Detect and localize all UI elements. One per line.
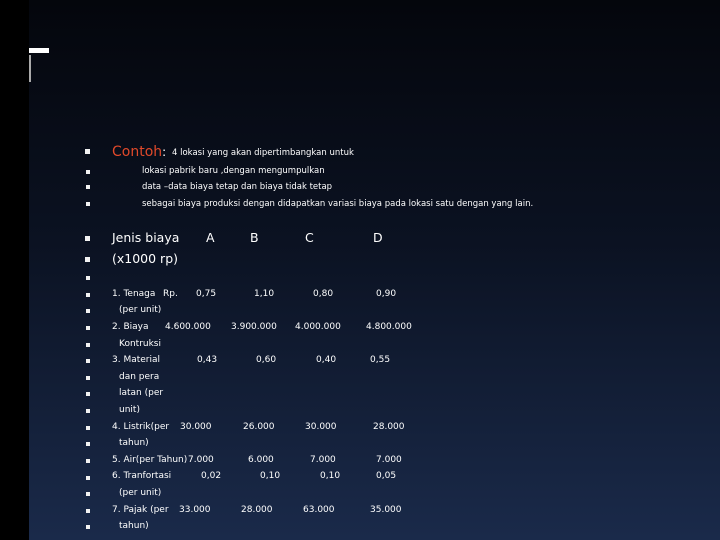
cell-c: 30.000 [305,422,337,432]
cell-a: 0,43 [197,355,218,365]
cell-a: 33.000 [179,505,211,515]
row-label: dan pera [119,372,160,382]
bullet [86,392,90,396]
row-label: 6. Tranfortasi [112,471,172,481]
cell-a: 4.600.000 [165,322,211,332]
cell-c: 0,80 [313,289,334,299]
bullet [86,525,90,529]
cell-c: 0,10 [320,471,341,481]
intro-line-3: data –data biaya tetap dan biaya tidak tetap [142,182,333,192]
cell-a: 7.000 [188,455,214,465]
bullet [86,343,90,347]
bullet [86,326,90,330]
bullet [86,409,90,413]
intro-line-2: lokasi pabrik baru ,dengan mengumpulkan [142,166,325,176]
bullet [86,492,90,496]
cell-d: 0,90 [376,289,397,299]
bullet [86,185,90,189]
bullet [86,359,90,363]
bullet [86,309,90,313]
row-label: 2. Biaya [112,322,149,332]
header-d: D [373,230,383,245]
bullet [86,202,90,206]
example-colon: : [162,144,167,159]
cell-b: 6.000 [248,455,274,465]
header-b: B [250,230,259,245]
row-label: unit) [119,405,140,415]
bullet [86,459,90,463]
cell-b: 1,10 [254,289,275,299]
cell-c: 63.000 [303,505,335,515]
bullet [86,476,90,480]
row-prefix: Rp. [163,289,178,299]
row-label: latan (per [119,388,164,398]
intro-line-1: 4 lokasi yang akan dipertimbangkan untuk [172,148,354,158]
bullet [86,276,90,280]
row-label: 1. Tenaga [112,289,156,299]
cell-a: 0,02 [201,471,222,481]
cell-d: 35.000 [370,505,402,515]
bullet [85,149,90,154]
cell-a: 0,75 [196,289,217,299]
cell-b: 26.000 [243,422,275,432]
row-label: 7. Pajak (per [112,505,169,515]
cell-b: 3.900.000 [231,322,277,332]
bullet [86,293,90,297]
header-jenis-biaya: Jenis biaya [112,230,180,245]
bullet [86,170,90,174]
bullet [86,509,90,513]
cell-d: 7.000 [376,455,402,465]
accent-bar-thin [29,55,31,82]
cell-b: 28.000 [241,505,273,515]
header-unit: (x1000 rp) [112,251,179,266]
row-label: (per unit) [119,305,162,315]
bullet [86,376,90,380]
cell-b: 0,60 [256,355,277,365]
bullet [85,257,90,262]
row-label: 4. Listrik(per [112,422,170,432]
bullet [85,236,90,241]
cell-d: 0,55 [370,355,391,365]
bullet [86,426,90,430]
cell-c: 0,40 [316,355,337,365]
cell-a: 30.000 [180,422,212,432]
cell-b: 0,10 [260,471,281,481]
cell-c: 4.000.000 [295,322,341,332]
intro-line-4: sebagai biaya produksi dengan didapatkan variasi biaya pada lokasi satu dengan yang lain. [142,199,534,209]
example-label: Contoh [112,144,163,160]
bullet [86,442,90,446]
row-label: 5. Air(per Tahun) [112,455,188,465]
row-label: 3. Material [112,355,161,365]
header-c: C [305,230,314,245]
cell-d: 4.800.000 [366,322,412,332]
accent-bar-horizontal [29,48,49,53]
row-label: (per unit) [119,488,162,498]
cell-d: 28.000 [373,422,405,432]
cell-d: 0,05 [376,471,397,481]
header-a: A [206,230,215,245]
row-label: tahun) [119,521,149,531]
row-label: tahun) [119,438,149,448]
cell-c: 7.000 [310,455,336,465]
row-label: Kontruksi [119,339,161,349]
